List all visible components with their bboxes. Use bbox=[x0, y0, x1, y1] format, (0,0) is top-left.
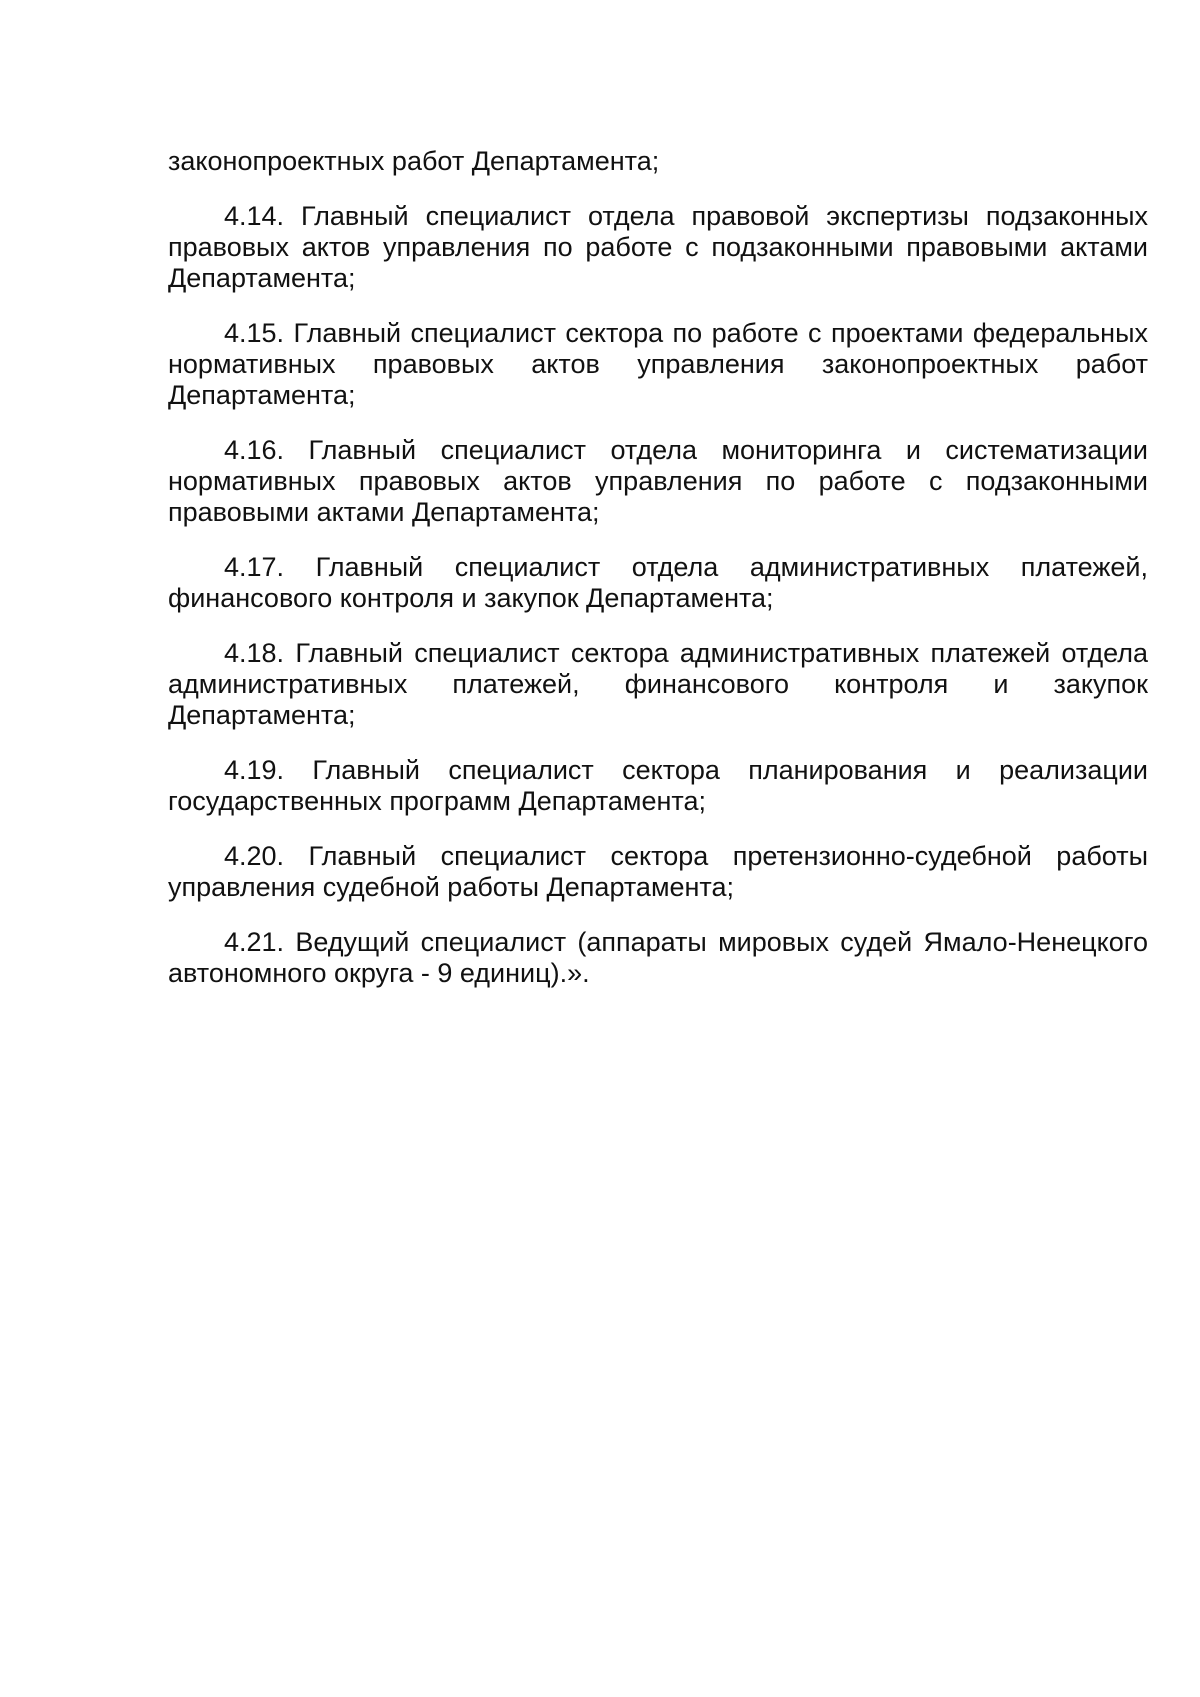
paragraph-4-16: 4.16. Главный специалист отдела мониторинга и систематизации нормативных правовых актов управления по работе с подзаконными правовыми актами Департамента; bbox=[168, 435, 1148, 527]
paragraph-4-14: 4.14. Главный специалист отдела правовой экспертизы подзаконных правовых актов управления по работе с подзаконными правовыми актами Департамента; bbox=[168, 201, 1148, 293]
document-page bbox=[168, 146, 1148, 1013]
paragraph-4-21: 4.21. Ведущий специалист (аппараты мировых судей Ямало-Ненецкого автономного округа - 9 единиц).». bbox=[168, 927, 1148, 988]
paragraph-4-20: 4.20. Главный специалист сектора претензионно-судебной работы управления судебной работы Департамента; bbox=[168, 841, 1148, 902]
paragraph-4-17: 4.17. Главный специалист отдела административных платежей, финансового контроля и закупок Департамента; bbox=[168, 552, 1148, 613]
paragraph-4-18: 4.18. Главный специалист сектора административных платежей отдела административных платежей, финансового контроля и закупок Департамента; bbox=[168, 638, 1148, 730]
paragraph-4-15: 4.15. Главный специалист сектора по работе с проектами федеральных нормативных правовых актов управления законопроектных работ Департамента; bbox=[168, 318, 1148, 410]
paragraph-continuation: законопроектных работ Департамента; bbox=[168, 146, 660, 176]
paragraph-4-19: 4.19. Главный специалист сектора планирования и реализации государственных программ Департамента; bbox=[168, 755, 1148, 816]
